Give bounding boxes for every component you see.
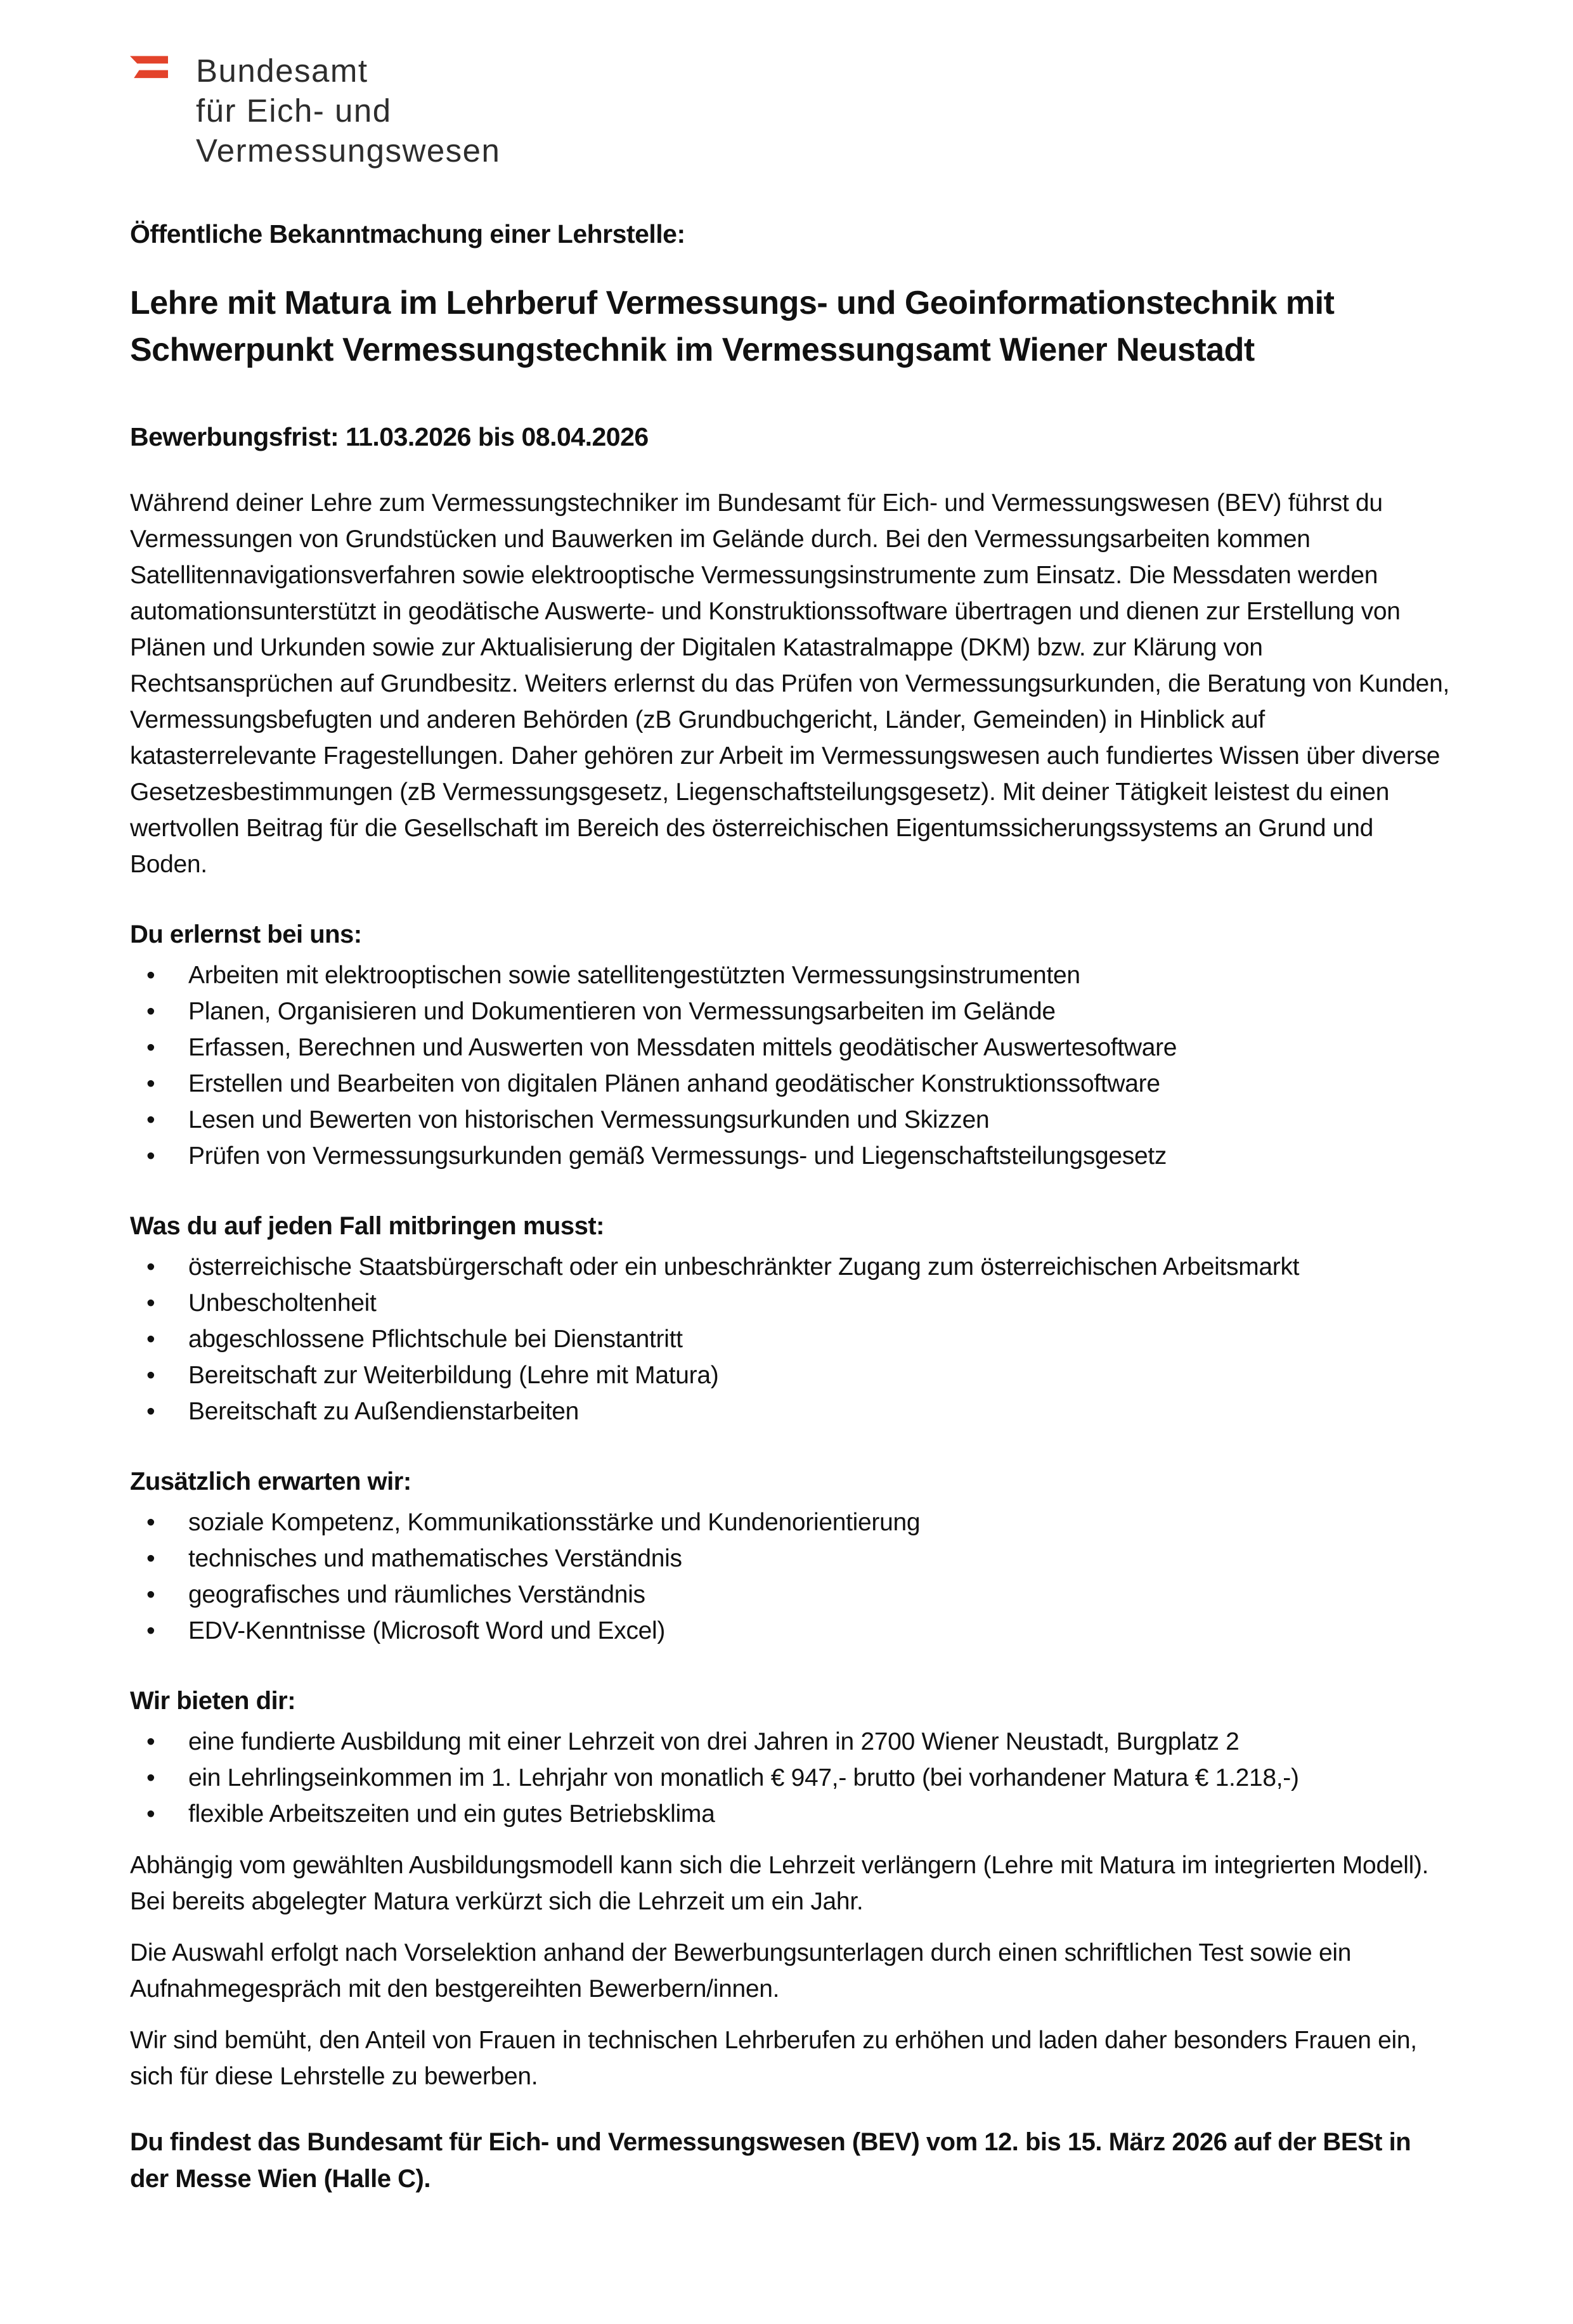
intro-paragraph: Während deiner Lehre zum Vermessungstechniker im Bundesamt für Eich- und Vermessungswesen (BEV) führst du Vermessungen von Grundstücken und Bauwerken im Gelände durch. Bei den Vermessungsarbeiten kommen Satellitennavigationsverfahren sowie elektrooptische Vermessungsinstrumente zum Einsatz. Die Messdaten werden automationsunterstützt in geodätische Auswerte- und Konstruktionssoftware übertragen und dienen zur Erstellung von Plänen und Urkunden sowie zur Aktualisierung der Digitalen Katastralmappe (DKM) bzw. zur Klärung von Rechtsansprüchen auf Grundbesitz. Weiters erlernst du das Prüfen von Vermessungsurkunden, die Beratung von Kunden, Vermessungsbefugten und anderen Behörden (zB Grundbuchgericht, Länder, Gemeinden) in Hinblick auf katasterrelevante Fragestellungen. Daher gehören zur Arbeit im Vermessungswesen auch fundiertes Wissen über diverse Gesetzesbestimmungen (zB Vermessungsgesetz, Liegenschaftsteilungsgesetz). Mit deiner Tätigkeit leistest du einen wertvollen Beitrag für die Gesellschaft im Bereich des österreichischen Eigentumssicherungssystems an Grund und Boden.	[130, 489, 1449, 878]
section-heading: Was du auf jeden Fall mitbringen musst:	[130, 1212, 604, 1240]
section-wir-bieten	[130, 1683, 1455, 1832]
austria-flag-icon	[130, 56, 168, 79]
application-deadline: Bewerbungsfrist: 11.03.2026 bis 08.04.2026	[130, 422, 649, 451]
section-heading: Zusätzlich erwarten wir:	[130, 1468, 411, 1495]
section-zusaetzlich	[130, 1464, 1455, 1649]
list-item: • Lesen und Bewerten von historischen Vermessungsurkunden und Skizzen	[130, 1102, 1455, 1138]
list-item: • technisches und mathematisches Verständnis	[130, 1540, 1455, 1577]
list-item: • soziale Kompetenz, Kommunikationsstärke und Kundenorientierung	[130, 1504, 1455, 1540]
section-mitbringen	[130, 1208, 1455, 1430]
flag-top-bar	[130, 56, 168, 63]
list-item: • eine fundierte Ausbildung mit einer Lehrzeit von drei Jahren in 2700 Wiener Neustadt, Burgplatz 2	[130, 1724, 1455, 1760]
bullet-list	[130, 1249, 1455, 1430]
best-messe-note: Du findest das Bundesamt für Eich- und Vermessungswesen (BEV) vom 12. bis 15. März 2026 auf der BESt in der Messe Wien (Halle C).	[130, 2128, 1411, 2193]
list-item: • Bereitschaft zur Weiterbildung (Lehre mit Matura)	[130, 1357, 1455, 1393]
list-item: • Erfassen, Berechnen und Auswerten von Messdaten mittels geodätischer Auswertesoftware	[130, 1030, 1455, 1066]
bullet-list	[130, 1504, 1455, 1649]
logo-line-1: Bundesamt	[196, 53, 368, 89]
list-item: • geografisches und räumliches Verständnis	[130, 1577, 1455, 1613]
announcement-body	[130, 217, 1455, 2197]
bev-logo	[130, 51, 1455, 171]
section-heading: Wir bieten dir:	[130, 1687, 296, 1715]
flag-bottom-bar	[134, 70, 168, 78]
closing-paragraph-lehrzeit: Abhängig vom gewählten Ausbildungsmodell kann sich die Lehrzeit verlängern (Lehre mit Matura im integrierten Modell). Bei bereits abgelegter Matura verkürzt sich die Lehrzeit um ein Jahr.	[130, 1852, 1429, 1915]
list-item: • österreichische Staatsbürgerschaft oder ein unbeschränkter Zugang zum österreichischen Arbeitsmarkt	[130, 1249, 1455, 1285]
list-item: • Bereitschaft zu Außendienstarbeiten	[130, 1393, 1455, 1430]
logo-line-2: für Eich- und	[196, 93, 392, 129]
list-item: • ein Lehrlingseinkommen im 1. Lehrjahr von monatlich € 947,- brutto (bei vorhandener Matura € 1.218,-)	[130, 1760, 1455, 1796]
logo-wordmark	[196, 51, 500, 171]
job-title: Lehre mit Matura im Lehrberuf Vermessungs- und Geoinformationstechnik mit Schwerpunkt Vermessungstechnik im Vermessungsamt Wiener Neustadt	[130, 285, 1335, 368]
logo-line-3: Vermessungswesen	[196, 132, 501, 169]
list-item: • Arbeiten mit elektrooptischen sowie satellitengestützten Vermessungsinstrumenten	[130, 957, 1455, 993]
list-item: • EDV-Kenntnisse (Microsoft Word und Excel)	[130, 1613, 1455, 1649]
bullet-list	[130, 957, 1455, 1174]
list-item: • abgeschlossene Pflichtschule bei Dienstantritt	[130, 1321, 1455, 1357]
list-item: • flexible Arbeitszeiten und ein gutes Betriebsklima	[130, 1796, 1455, 1832]
list-item: • Erstellen und Bearbeiten von digitalen Plänen anhand geodätischer Konstruktionssoftware	[130, 1066, 1455, 1102]
bullet-list	[130, 1724, 1455, 1832]
list-item: • Unbescholtenheit	[130, 1285, 1455, 1321]
closing-paragraph-frauen: Wir sind bemüht, den Anteil von Frauen in technischen Lehrberufen zu erhöhen und laden daher besonders Frauen ein, sich für diese Lehrstelle zu bewerben.	[130, 2027, 1417, 2090]
list-item: • Prüfen von Vermessungsurkunden gemäß Vermessungs- und Liegenschaftsteilungsgesetz	[130, 1138, 1455, 1174]
section-heading: Du erlernst bei uns:	[130, 920, 362, 948]
section-du-erlernst	[130, 917, 1455, 1174]
announcement-kicker: Öffentliche Bekanntmachung einer Lehrstelle:	[130, 219, 685, 249]
list-item: • Planen, Organisieren und Dokumentieren von Vermessungsarbeiten im Gelände	[130, 993, 1455, 1030]
closing-paragraph-auswahl: Die Auswahl erfolgt nach Vorselektion anhand der Bewerbungsunterlagen durch einen schriftlichen Test sowie ein Aufnahmegespräch mit den bestgereihten Bewerbern/innen.	[130, 1939, 1352, 2003]
